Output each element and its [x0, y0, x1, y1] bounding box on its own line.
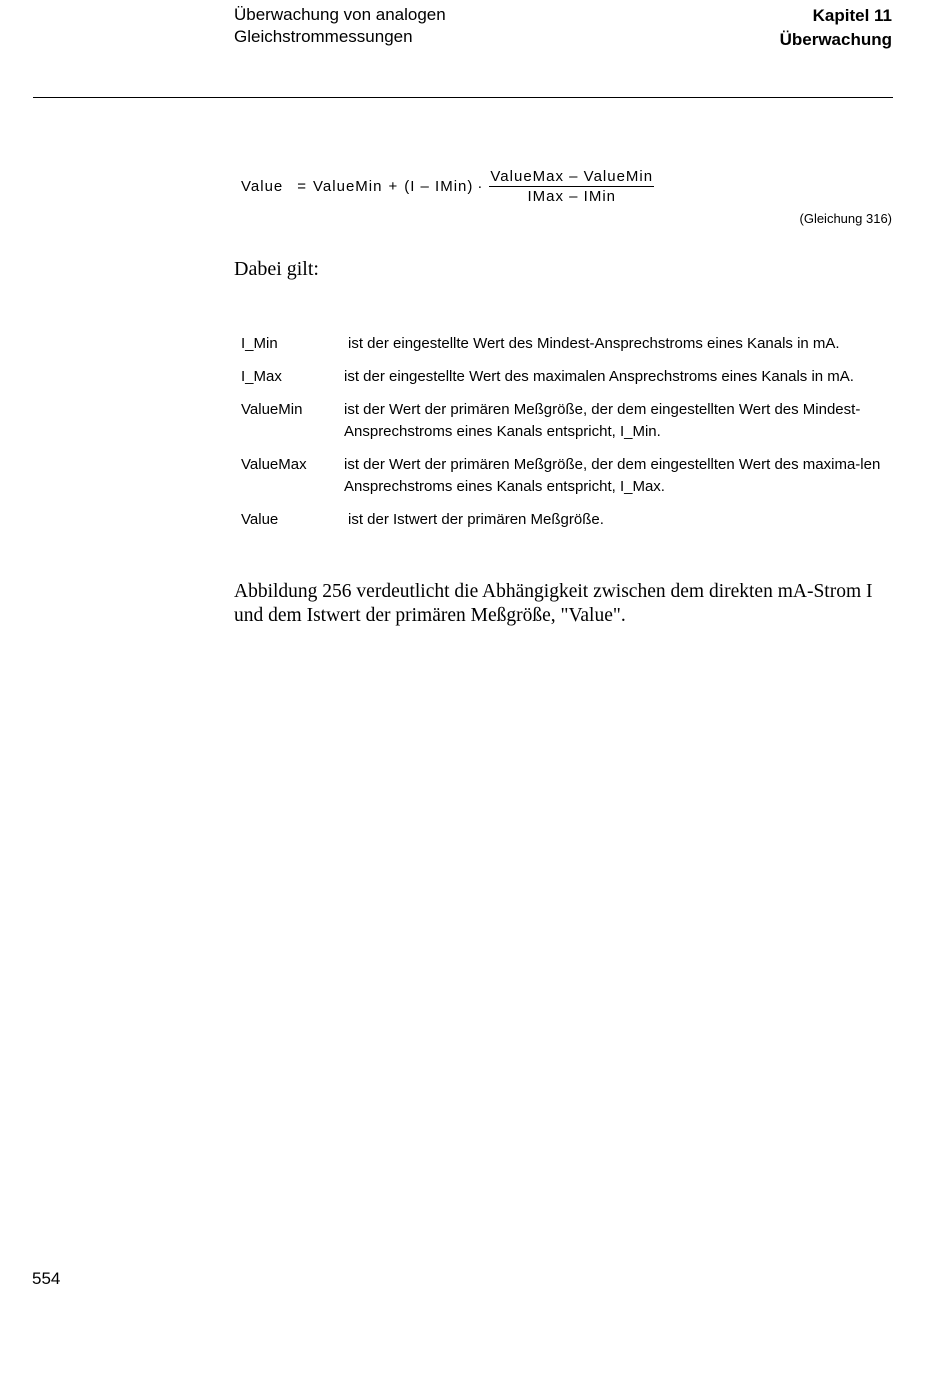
- definition-desc: ist der Istwert der primären Meßgröße.: [348, 511, 604, 528]
- equation: [241, 168, 654, 205]
- equation-fraction: [489, 168, 654, 205]
- definition-desc: ist der eingestellte Wert des Mindest-Ansprechstroms eines Kanals in mA.: [348, 335, 840, 352]
- header-title-line1: Überwachung von analogen: [234, 5, 446, 24]
- equation-lhs: Value: [241, 178, 284, 195]
- definition-desc: ist der Wert der primären Meßgröße, der dem eingestellten Wert des Mindest-Ansprechstroms eines Kanals entspricht, I_Min.: [344, 401, 861, 440]
- equation-dot: ·: [477, 178, 484, 195]
- definition-term: I_Min: [241, 335, 278, 352]
- definition-term: Value: [241, 511, 279, 528]
- definition-term: ValueMax: [241, 456, 307, 473]
- equation-paren: (I – IMin): [404, 178, 474, 195]
- fraction-numerator: ValueMax – ValueMin: [490, 168, 654, 185]
- chapter-title: Überwachung: [779, 30, 892, 49]
- body-paragraph: Abbildung 256 verdeutlicht die Abhängigkeit zwischen dem direkten mA-Strom I und dem Istwert der primären Meßgröße, "Value".: [234, 581, 873, 626]
- running-header-title: [234, 4, 446, 48]
- definition-row: [241, 399, 891, 443]
- definition-desc: ist der eingestellte Wert des maximalen Ansprechstroms eines Kanals in mA.: [344, 368, 854, 385]
- equation-term1: ValueMin: [313, 178, 383, 195]
- definition-list: [241, 333, 891, 542]
- running-header-chapter: [780, 4, 892, 52]
- definition-row: [241, 333, 891, 355]
- definition-row: [241, 454, 891, 498]
- definition-term: I_Max: [241, 368, 282, 385]
- header-title-line2: Gleichstrommessungen: [234, 27, 413, 46]
- page-number: 554: [32, 1269, 61, 1288]
- definition-desc: ist der Wert der primären Meßgröße, der dem eingestellten Wert des maxima-len Ansprechstroms eines Kanals entspricht, I_Max.: [344, 456, 881, 495]
- equation-equals: =: [297, 178, 308, 195]
- equation-number: (Gleichung 316): [799, 211, 892, 226]
- header-rule: [33, 97, 893, 98]
- definition-row: [241, 366, 891, 388]
- fraction-denominator: IMax – IMin: [527, 188, 617, 205]
- definition-term: ValueMin: [241, 401, 303, 418]
- intro-text: Dabei gilt:: [234, 258, 319, 280]
- equation-plus: +: [388, 178, 399, 195]
- chapter-number: Kapitel 11: [812, 6, 892, 25]
- definition-row: [241, 509, 891, 531]
